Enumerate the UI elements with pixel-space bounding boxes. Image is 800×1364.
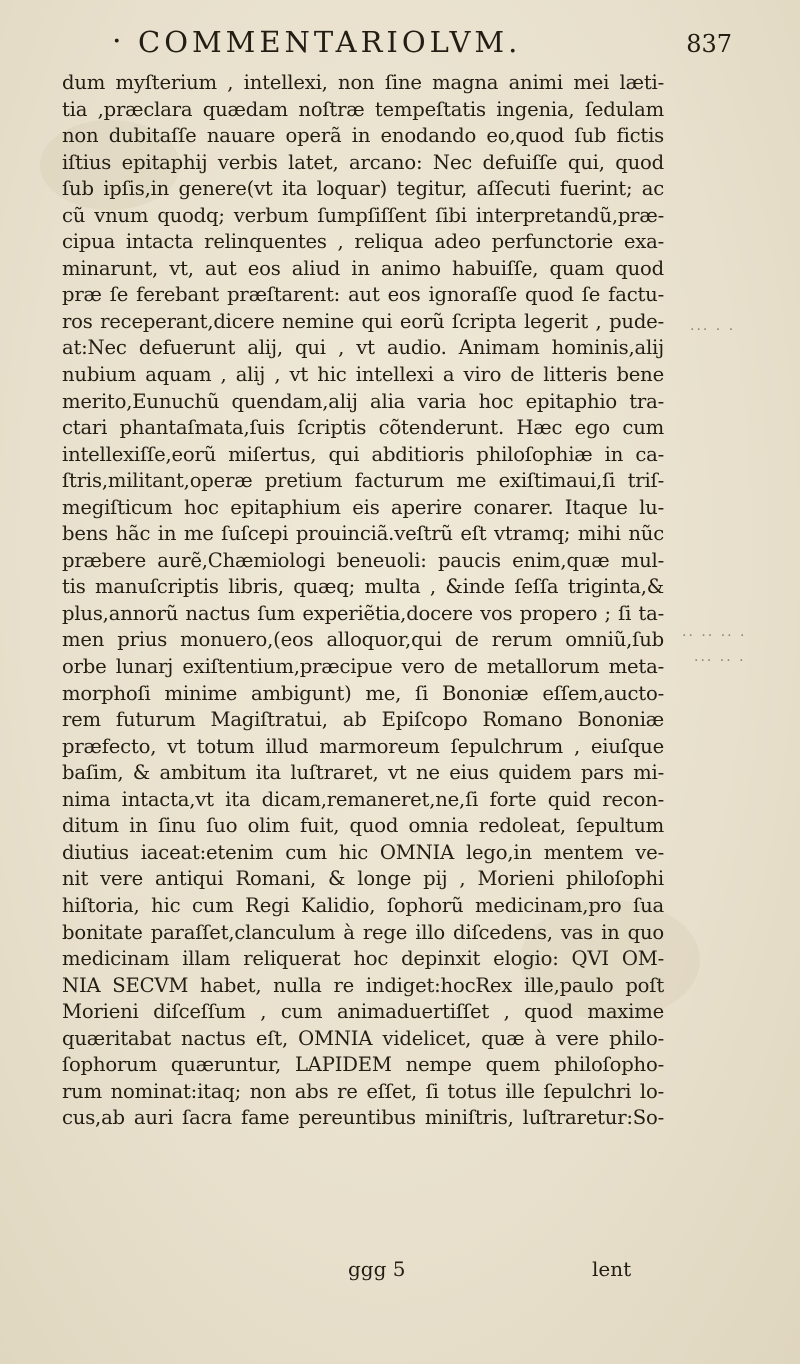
text-line: morphoſi minime ambigunt) me, ſi Bononiæ eſſem,aucto- bbox=[62, 681, 664, 705]
margin-show-through: ··· · · bbox=[690, 322, 736, 338]
margin-show-through: ··· ·· · bbox=[694, 653, 746, 669]
header-dot: · bbox=[112, 24, 122, 59]
text-line: intellexiſſe,eorũ miſertus, qui abditioris philoſophiæ in ca- bbox=[62, 442, 664, 466]
text-line: nit vere antiqui Romani, & longe pij , Morieni philoſophi bbox=[62, 867, 664, 891]
text-line: rum nominat:itaq; non abs re eſſet, ſi totus ille ſepulchri lo- bbox=[62, 1079, 664, 1103]
body-text bbox=[62, 70, 664, 1132]
text-line: iſtius epitaphij verbis latet, arcano: Nec defuiſſe qui, quod bbox=[62, 150, 664, 174]
signature-mark: ggg 5 bbox=[348, 1257, 406, 1281]
text-line: tis manuſcriptis libris, quæq; multa , &inde ſeſſa triginta,& bbox=[62, 575, 664, 599]
text-line: ditum in ſinu ſuo olim fuit, quod omnia redoleat, ſepultum bbox=[62, 814, 664, 838]
text-line: quæritabat nactus eſt, OMNIA videlicet, quæ à vere philo- bbox=[62, 1026, 664, 1050]
text-line: præfecto, vt totum illud marmoreum ſepulchrum , eiuſque bbox=[62, 734, 664, 758]
text-line: præ ſe ferebant præſtarent: aut eos ignoraſſe quod ſe factu- bbox=[62, 283, 664, 307]
text-line: diutius iaceat:etenim cum hic OMNIA lego,in mentem ve- bbox=[62, 840, 664, 864]
text-line: men prius monuero,(eos alloquor,qui de rerum omniũ,ſub bbox=[62, 628, 664, 652]
text-line: baſim, & ambitum ita luſtraret, vt ne eius quidem pars mi- bbox=[62, 761, 664, 785]
page-header bbox=[112, 22, 732, 62]
text-line: rem futurum Magiſtratui, ab Epiſcopo Romano Bononiæ bbox=[62, 708, 664, 732]
text-line: cũ vnum quodq; verbum ſumpſiſſent ſibi interpretandũ,præ- bbox=[62, 203, 664, 227]
text-line: medicinam illam reliquerat hoc depinxit elogio: QVI OM- bbox=[62, 947, 664, 971]
text-line: nubium aquam , alij , vt hic intellexi a viro de litteris bene bbox=[62, 363, 664, 387]
text-line: megiſticum hoc epitaphium eis aperire conarer. Itaque lu- bbox=[62, 495, 664, 519]
text-line: orbe lunarj exiſtentium,præcipue vero de metallorum meta- bbox=[62, 655, 664, 679]
text-line: hiſtoria, hic cum Regi Kalidio, ſophorũ medicinam,pro ſua bbox=[62, 893, 664, 917]
margin-show-through: ·· ·· ·· · bbox=[682, 628, 747, 644]
text-line: merito,Eunuchũ quendam,alij alia varia hoc epitaphio tra- bbox=[62, 389, 664, 413]
text-line: ros receperant,dicere nemine qui eorũ ſcripta legerit , pude- bbox=[62, 309, 664, 333]
page-number: 837 bbox=[686, 30, 732, 58]
text-line: plus,annorũ nactus ſum experiẽtia,docere vos propero ; ſi ta- bbox=[62, 601, 664, 625]
text-line: dum myſterium , intellexi, non ſine magna animi mei læti- bbox=[62, 71, 664, 94]
text-line: ctari phantaſmata,ſuis ſcriptis cõtenderunt. Hæc ego cum bbox=[62, 416, 664, 440]
text-line: nima intacta,vt ita dicam,remaneret,ne,ſi forte quid recon- bbox=[62, 787, 664, 811]
text-line: at:Nec defuerunt alij, qui , vt audio. Animam hominis,alij bbox=[62, 336, 664, 360]
text-line: NIA SECVM habet, nulla re indiget:hocRex ille,paulo poſt bbox=[62, 973, 664, 997]
text-line: cus,ab auri ſacra fame pereuntibus miniſtris, luſtraretur:So- bbox=[62, 1106, 664, 1130]
text-line: non dubitaſſe nauare operã in enodando eo,quod ſub fictis bbox=[62, 124, 664, 148]
catchword: lent bbox=[592, 1257, 632, 1281]
text-line: cipua intacta relinquentes , reliqua adeo perfunctorie exa- bbox=[62, 230, 664, 254]
text-line: bonitate paraſſet,clanculum à rege illo diſcedens, vas in quo bbox=[62, 920, 664, 944]
text-line: Morieni diſceſſum , cum animaduertiſſet , quod maxime bbox=[62, 1000, 664, 1024]
text-line: ſophorum quæruntur, LAPIDEM nempe quem philoſopho- bbox=[62, 1053, 664, 1077]
text-line: præbere aurẽ,Chæmiologi beneuoli: paucis enim,quæ mul- bbox=[62, 548, 664, 572]
text-line: bens hãc in me ſuſcepi prouinciã.veſtrũ eſt vtramq; mihi nũc bbox=[62, 522, 664, 546]
text-line: minarunt, vt, aut eos aliud in animo habuiſſe, quam quod bbox=[62, 256, 664, 280]
text-line: ſtris,militant,operæ pretium facturum me exiſtimaui,ſi triſ- bbox=[62, 469, 664, 493]
text-line: tia ,præclara quædam noſtræ tempeſtatis ingenia, ſedulam bbox=[62, 97, 664, 121]
running-title: COMMENTARIOLVM. bbox=[138, 25, 522, 59]
text-line: ſub ipſis,in genere(vt ita loquar) tegitur, aſſecuti fuerint; ac bbox=[62, 177, 664, 201]
